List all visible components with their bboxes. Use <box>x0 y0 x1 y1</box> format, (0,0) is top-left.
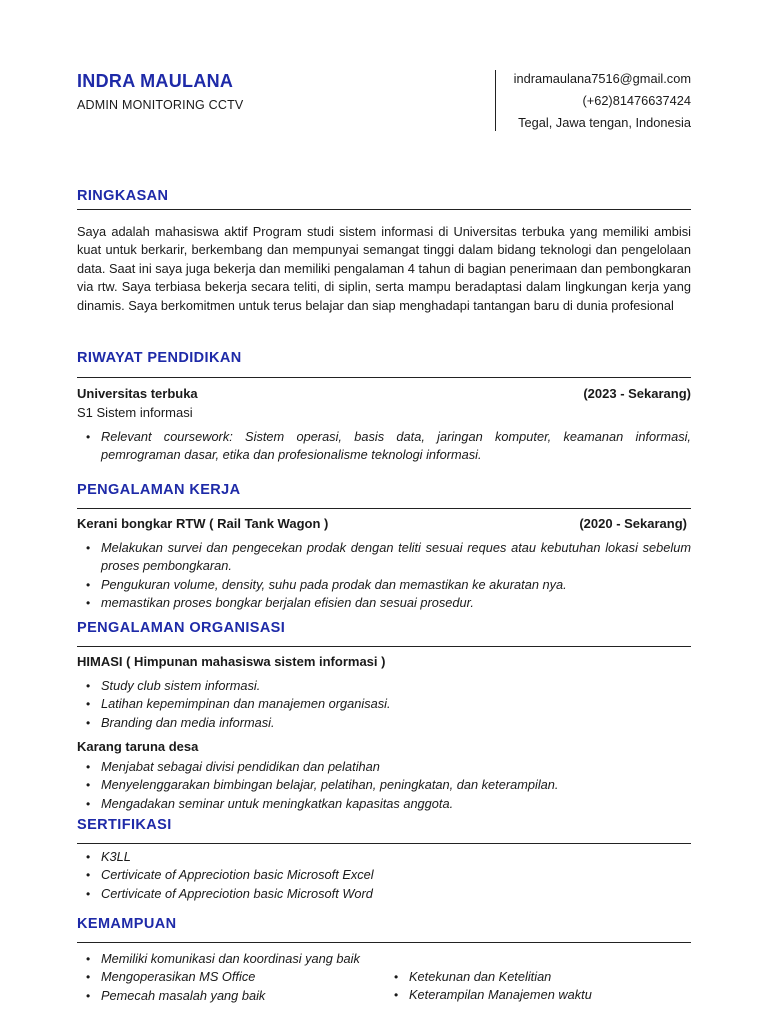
section-title-pendidikan: RIWAYAT PENDIDIKAN <box>77 350 242 366</box>
section-title-ringkasan: RINGKASAN <box>77 188 169 204</box>
education-degree: S1 Sistem informasi <box>77 405 193 420</box>
candidate-name: INDRA MAULANA <box>77 71 234 91</box>
list-item: • Menjabat sebagai divisi pendidikan dan pelatihan <box>77 758 691 776</box>
candidate-role: ADMIN MONITORING CCTV <box>77 98 244 112</box>
work-entry <box>77 516 691 531</box>
section-title-kemampuan: KEMAMPUAN <box>77 916 177 932</box>
contact-location: Tegal, Jawa tengan, Indonesia <box>518 115 691 130</box>
list-item: • Ketekunan dan Ketelitian <box>385 968 691 986</box>
section-title-kerja: PENGALAMAN KERJA <box>77 482 241 498</box>
list-item: • Pengukuran volume, density, suhu pada prodak dan memastikan ke akuratan nya. <box>77 576 691 594</box>
education-coursework-list <box>77 428 691 465</box>
section-title-sertifikasi: SERTIFIKASI <box>77 817 172 833</box>
list-item: • Relevant coursework: Sistem operasi, basis data, jaringan komputer, keamanan informasi, pemrograman dasar, etika dan profesionalisme teknologi informasi. <box>77 428 691 465</box>
work-position: Kerani bongkar RTW ( Rail Tank Wagon ) <box>77 516 329 531</box>
section-divider <box>77 646 691 647</box>
education-institution: Universitas terbuka <box>77 386 198 401</box>
organization-activities-list <box>77 758 691 813</box>
section-divider <box>77 942 691 943</box>
section-divider <box>77 377 691 378</box>
list-item: • Melakukan survei dan pengecekan prodak dengan teliti sesuai reques atau kebutuhan lokasi sebelum proses pembongkaran. <box>77 539 691 576</box>
section-divider <box>77 209 691 210</box>
list-item: • Keterampilan Manajemen waktu <box>385 986 691 1004</box>
list-item: • Pemecah masalah yang baik <box>77 987 691 1005</box>
summary-text: Saya adalah mahasiswa aktif Program studi sistem informasi di Universitas terbuka yang memiliki ambisi kuat untuk berkarir, berkembang dan mempunyai semangat tinggi dalam bidang teknologi dan pengelolaan data. Saat ini saya juga bekerja dan memiliki pengalaman 4 tahun di bagian penerimaan dan pembongkaran via rtw. Saya terbiasa bekerja secara teliti, di siplin, serta mampu beradaptasi dalam lingkungan kerja yang dinamis. Saya berkomitmen untuk terus belajar dan siap menghadapi tantangan baru di dunia profesional <box>77 224 691 313</box>
contact-block <box>495 70 691 131</box>
list-item: • Menyelenggarakan bimbingan belajar, pelatihan, peningkatan, dan keterampilan. <box>77 776 691 794</box>
list-item: • Latihan kepemimpinan dan manajemen organisasi. <box>77 695 691 713</box>
contact-phone: (+62)81476637424 <box>582 93 691 108</box>
list-item: • Study club sistem informasi. <box>77 677 691 695</box>
skills-list-right <box>385 968 691 1005</box>
organization-name: HIMASI ( Himpunan mahasiswa sistem informasi ) <box>77 654 386 669</box>
organization-activities-list <box>77 677 691 732</box>
list-item: • Certivicate of Appreciotion basic Microsoft Excel <box>77 866 691 884</box>
list-item: • Mengoperasikan MS Office <box>77 968 691 986</box>
section-divider <box>77 843 691 844</box>
contact-email: indramaulana7516@gmail.com <box>513 71 691 86</box>
certification-list <box>77 848 691 903</box>
education-entry <box>77 386 691 401</box>
list-item: • Mengadakan seminar untuk meningkatkan kapasitas anggota. <box>77 795 691 813</box>
work-duties-list <box>77 539 691 612</box>
list-item: • Memiliki komunikasi dan koordinasi yang baik <box>77 950 691 968</box>
list-item: • K3LL <box>77 848 691 866</box>
list-item: • Certivicate of Appreciotion basic Microsoft Word <box>77 885 691 903</box>
work-period: (2020 - Sekarang) <box>579 516 687 531</box>
list-item: • memastikan proses bongkar berjalan efisien dan sesuai prosedur. <box>77 594 691 612</box>
organization-name: Karang taruna desa <box>77 739 199 754</box>
education-period: (2023 - Sekarang) <box>583 386 691 401</box>
list-item: • Branding dan media informasi. <box>77 714 691 732</box>
section-title-organisasi: PENGALAMAN ORGANISASI <box>77 620 286 636</box>
section-divider <box>77 508 691 509</box>
